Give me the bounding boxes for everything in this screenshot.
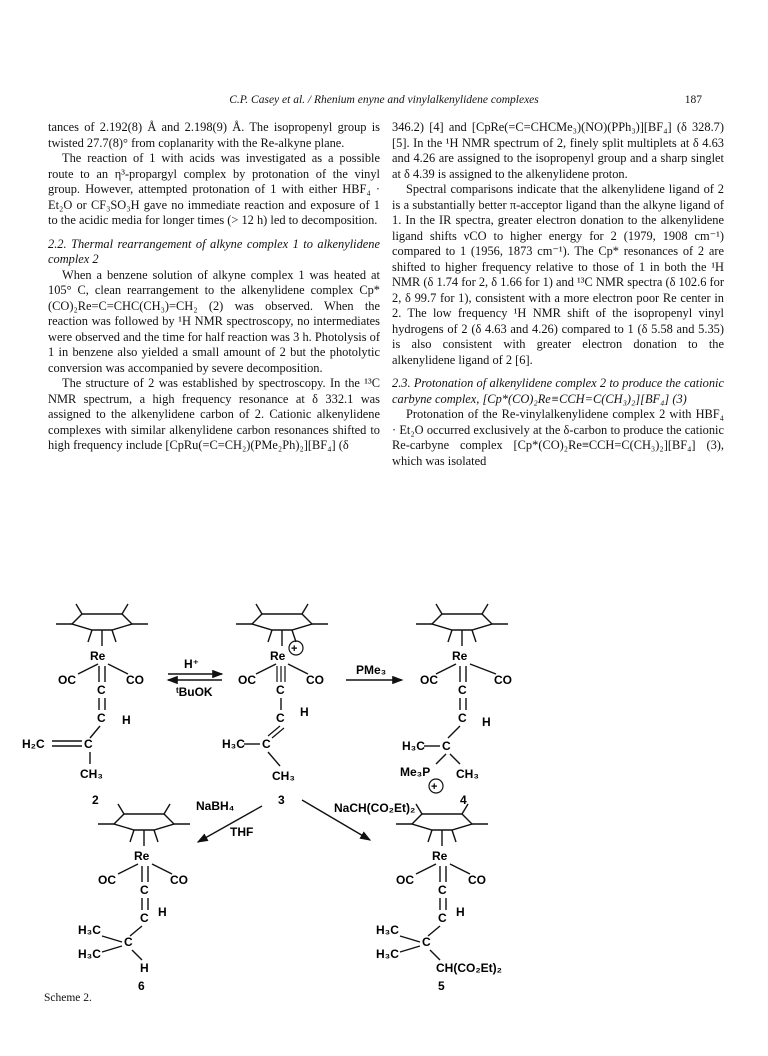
compound-number: 4 [460, 793, 467, 807]
atom-label: Re [90, 649, 106, 663]
atom-label: H [456, 905, 465, 919]
compound-number: 6 [138, 979, 145, 990]
reaction-arrow [302, 800, 415, 840]
atom-label: C [97, 711, 106, 725]
atom-label: H [300, 705, 309, 719]
atom-label: CH(CO₂Et)₂ [436, 961, 502, 975]
page-number: 187 [684, 94, 702, 106]
atom-label: H [158, 905, 167, 919]
running-head: C.P. Casey et al. / Rhenium enyne and vinylalkenylidene complexes [229, 94, 539, 106]
compound-number: 3 [278, 793, 285, 807]
atom-label: Me₃P [400, 765, 431, 779]
atom-label: Re [452, 649, 468, 663]
charge-label: + [431, 781, 438, 793]
reaction-arrow [346, 663, 402, 680]
atom-label: CO [494, 673, 512, 687]
atom-label: H₃C [78, 947, 101, 961]
atom-label: CO [468, 873, 486, 887]
atom-label: H₂C [22, 737, 45, 751]
atom-label: C [97, 683, 106, 697]
compound-6 [78, 804, 190, 990]
reagent-label: H⁺ [184, 657, 199, 671]
section-heading: 2.3. Protonation of alkenylidene complex 2 to produce the cationic carbyne complex, [Cp*(CO)₂Re≡CCH=C(CH₃)₂][BF₄] (3) [392, 376, 724, 406]
atom-label: Re [134, 849, 150, 863]
atom-label: C [140, 911, 149, 925]
atom-label: H₃C [78, 923, 101, 937]
atom-label: CO [126, 673, 144, 687]
atom-label: OC [98, 873, 116, 887]
atom-label: H [122, 713, 131, 727]
atom-label: C [84, 737, 93, 751]
reagent-label: NaBH₄ [196, 799, 235, 813]
atom-label: H₃C [222, 737, 245, 751]
atom-label: C [458, 683, 467, 697]
section-heading: 2.2. Thermal rearrangement of alkyne complex 1 to alkenylidene complex 2 [48, 236, 380, 266]
compound-number: 2 [92, 793, 99, 807]
atom-label: H [140, 961, 149, 975]
atom-label: C [438, 883, 447, 897]
reaction-arrow [196, 799, 262, 842]
atom-label: CO [170, 873, 188, 887]
atom-label: CH₃ [456, 767, 479, 781]
compound-4 [400, 604, 512, 807]
atom-label: H₃C [376, 947, 399, 961]
paragraph: Spectral comparisons indicate that the alkenylidene ligand of 2 is a substantially better π-acceptor ligand than the alkyne ligand of 1. In the IR spectra, greater electron donation to the alkenylidene ligand shifts νCO to higher energy for 2 (1979, 1908 cm⁻¹) compared to 1 (1956, 1873 cm⁻¹). The Cp* resonances of 2 are shifted to higher frequency relative to those of 1 in both the ¹H NMR (δ 1.74 for 2, δ 1.66 for 1) and ¹³C NMR spectra (δ 102.6 for 2, δ 99.7 for 1), consistent with a more electron poor Re center in 2. The low frequency ¹H NMR shift of the isopropenyl vinyl hydrogens of 2 (δ 4.63 and 4.26) compared to 1 (δ 5.58 and 5.35) is also consistent with greater electron donation to the alkenylidene ligand of 2 [6]. [392, 182, 724, 367]
atom-label: H₃C [376, 923, 399, 937]
paragraph: Protonation of the Re-vinylalkenylidene complex 2 with HBF₄ · Et₂O occurred exclusively at the δ-carbon to produce the cationic Re-carbyne complex [Cp*(CO)₂Re≡CCH=C(CH₃)₂][BF₄] (3), which was isolated [392, 407, 724, 468]
atom-label: C [458, 711, 467, 725]
atom-label: C [442, 739, 451, 753]
atom-label: CO [306, 673, 324, 687]
atom-label: Re [432, 849, 448, 863]
atom-label: C [276, 683, 285, 697]
atom-label: C [276, 711, 285, 725]
running-header [0, 94, 768, 110]
reagent-label: THF [230, 825, 254, 839]
equilibrium-arrow [168, 657, 222, 699]
atom-label: C [422, 935, 431, 949]
atom-label: C [438, 911, 447, 925]
reagent-label: ᵗBuOK [176, 685, 213, 699]
atom-label: OC [238, 673, 256, 687]
atom-label: CH₃ [272, 769, 295, 783]
scheme-caption: Scheme 2. [44, 992, 92, 1004]
atom-label: Re [270, 649, 286, 663]
reagent-label: PMe₃ [356, 663, 387, 677]
atom-label: OC [420, 673, 438, 687]
atom-label: H₃C [402, 739, 425, 753]
paragraph: The reaction of 1 with acids was investigated as a possible route to an η³-propargyl complex by protonation of the vinyl group. However, attempted protonation of 1 with either HBF₄ · Et₂O or CF₃SO₃H gave no immediate reaction and exposure of 1 to the acidic media for longer times (> 12 h) led to decomposition. [48, 151, 380, 227]
reagent-label: NaCH(CO₂Et)₂ [334, 801, 416, 815]
atom-label: OC [58, 673, 76, 687]
reaction-scheme [0, 600, 768, 990]
compound-number: 5 [438, 979, 445, 990]
paragraph: The structure of 2 was established by spectroscopy. In the ¹³C NMR spectrum, a high frequency resonance at δ 332.1 was assigned to the alkenylidene carbon of 2. Cationic alkenylidene complexes with similar alkenylidene carbon resonances shifted to high frequency include [CpRu(=C=CH₂)(PMe₂Ph)₂][BF₄] (δ [48, 376, 380, 452]
atom-label: C [140, 883, 149, 897]
compound-5 [376, 804, 502, 990]
paragraph: When a benzene solution of alkyne complex 1 was heated at 105° C, clean rearrangement to the alkenylidene complex Cp*(CO)₂Re=C=CHC(CH₃)=CH₂ (2) was observed. When the reaction was followed by ¹H NMR spectroscopy, no intermediates were observed and the time for half reaction was 3 h. Photolysis of 1 in benzene also yielded a small amount of 2 but the photolytic conversion was accompanied by severe decomposition. [48, 267, 380, 375]
paragraph: tances of 2.192(8) Å and 2.198(9) Å. The isopropenyl group is twisted 27.7(8)° from coplanarity with the Re-alkyne plane. [48, 120, 380, 150]
left-column [48, 120, 380, 454]
atom-label: C [124, 935, 133, 949]
compound-3 [222, 604, 328, 807]
atom-label: C [262, 737, 271, 751]
paragraph: 346.2) [4] and [CpRe(=C=CHCMe₃)(NO)(PPh₃)][BF₄] (δ 328.7) [5]. In the ¹H NMR spectrum of 2, finely split multiplets at δ 4.63 and 4.26 are assigned to the isopropenyl group and a sharp singlet at δ 4.39 is assigned to the alkenylidene proton. [392, 120, 724, 181]
charge-label: + [291, 643, 298, 655]
compound-2 [22, 604, 148, 807]
atom-label: OC [396, 873, 414, 887]
atom-label: H [482, 715, 491, 729]
atom-label: CH₃ [80, 767, 103, 781]
right-column [392, 120, 724, 469]
